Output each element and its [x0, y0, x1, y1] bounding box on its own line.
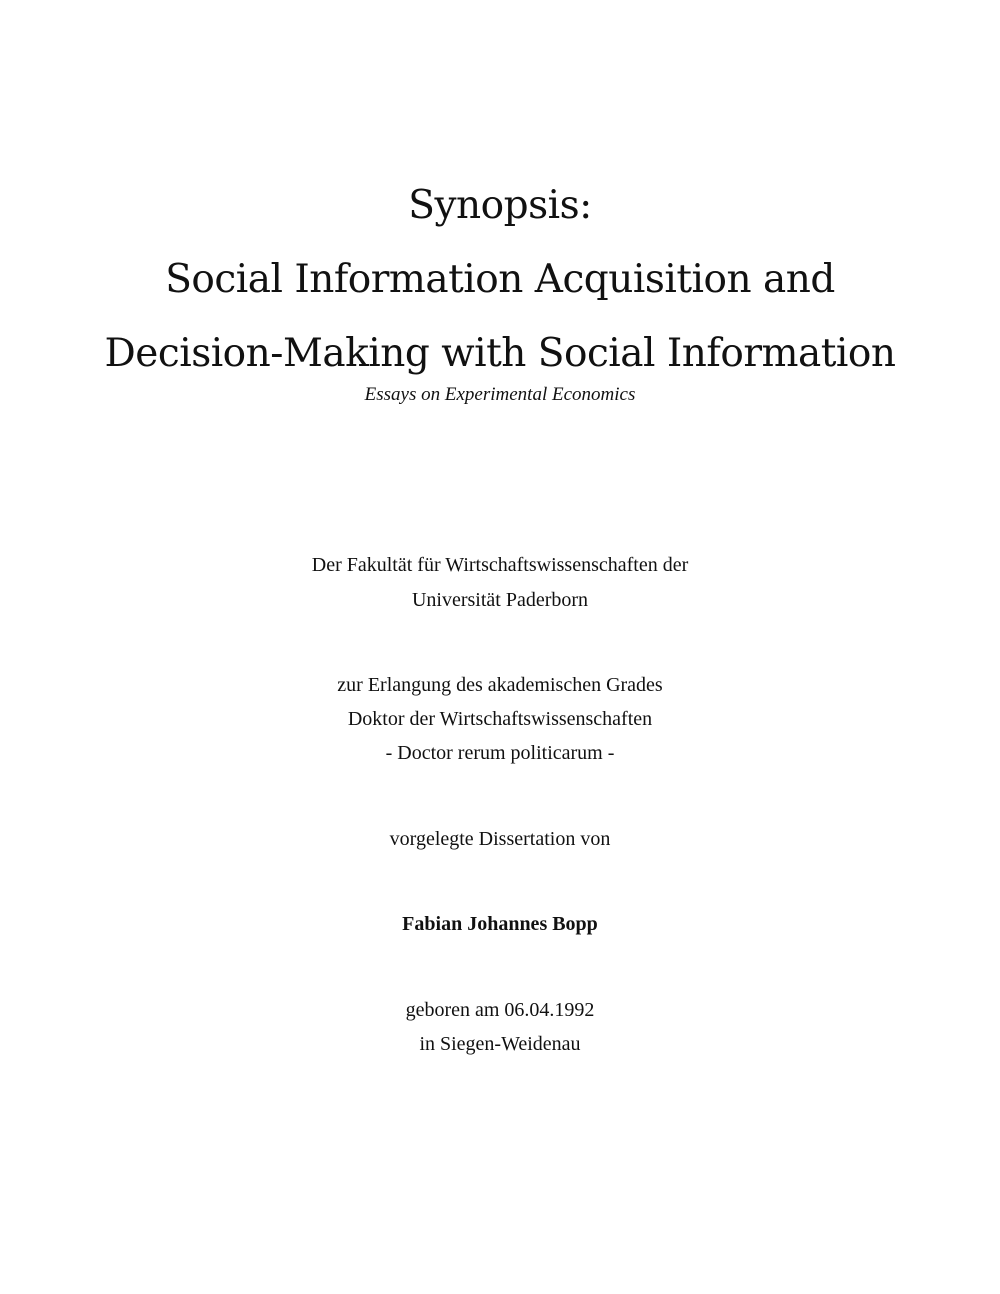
degree-line-1: zur Erlangung des akademischen Grades	[337, 674, 663, 696]
degree-line-3: - Doctor rerum politicarum -	[385, 742, 615, 764]
title-line-2: Social Information Acquisition and	[165, 257, 835, 302]
author-name: Fabian Johannes Bopp	[402, 913, 598, 935]
submitted-by-line: vorgelegte Dissertation von	[389, 828, 611, 850]
faculty-line-2: Universität Paderborn	[411, 589, 589, 611]
title-line-1: Synopsis:	[408, 183, 592, 228]
faculty-line-1: Der Fakultät für Wirtschaftswissenschaften der	[311, 554, 689, 576]
subtitle: Essays on Experimental Economics	[364, 384, 636, 405]
degree-line-2: Doktor der Wirtschaftswissenschaften	[347, 708, 653, 730]
birth-date-line: geboren am 06.04.1992	[405, 999, 595, 1021]
title-line-3: Decision-Making with Social Information	[104, 331, 896, 376]
birth-place-line: in Siegen-Weidenau	[419, 1033, 581, 1055]
